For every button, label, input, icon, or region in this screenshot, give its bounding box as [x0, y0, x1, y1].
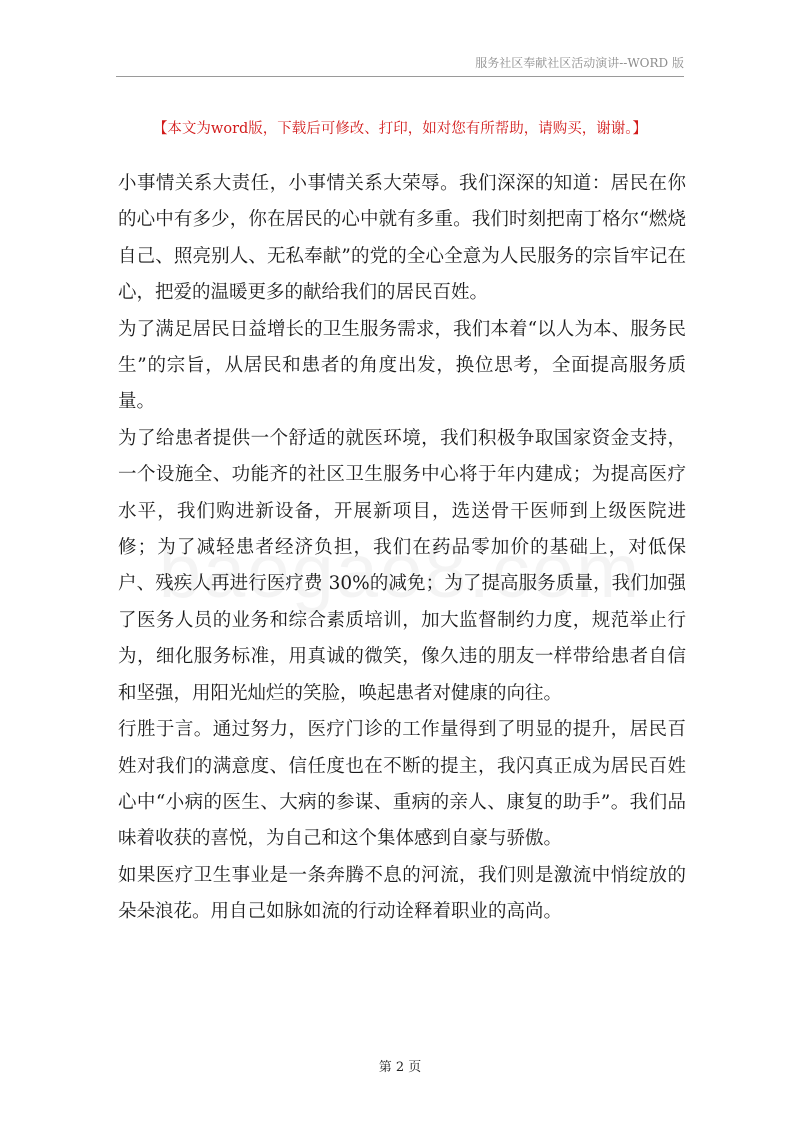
- document-body: [118, 166, 686, 931]
- page-number: 第 2 页: [378, 1060, 422, 1075]
- paragraph-3: 为了给患者提供一个舒适的就医环境，我们积极争取国家资金支持，一个设施全、功能齐的社区卫生服务中心将于年内建成；为提高医疗水平，我们购进新设备，开展新项目，选送骨干医师到上级医院进修；为了减轻患者经济负担，我们在药品零加价的基础上，对低保户、残疾人再进行医疗费 30%的减免；为了提高服务质量，我们加强了医务人员的业务和综合素质培训，加大监督制约力度，规范举止行为，细化服务标准，用真诚的微笑，像久违的朋友一样带给患者自信和坚强，用阳光灿烂的笑脸，唤起患者对健康的向往。: [118, 427, 686, 704]
- header-title: 服务社区奉献社区活动演讲--WORD 版: [475, 56, 684, 70]
- page-header: [116, 56, 684, 77]
- paragraph-1: 小事情关系大责任，小事情关系大荣辱。我们深深的知道：居民在你的心中有多少，你在居民的心中就有多重。我们时刻把南丁格尔“燃烧自己、照亮别人、无私奉献”的党的全心全意为人民服务的宗旨牢记在心，把爱的温暖更多的献给我们的居民百姓。: [118, 173, 686, 304]
- paragraph-2: 为了满足居民日益增长的卫生服务需求，我们本着“以人为本、服务民生”的宗旨，从居民和患者的角度出发，换位思考，全面提高服务质量。: [118, 318, 686, 413]
- paragraph-4: 行胜于言。通过努力，医疗门诊的工作量得到了明显的提升，居民百姓对我们的满意度、信任度也在不断的提主，我闪真正成为居民百姓心中“小病的医生、大病的参谋、重病的亲人、康复的助手”。我们品味着收获的喜悦，为自己和这个集体感到自豪与骄傲。: [118, 719, 686, 850]
- download-notice: 【本文为word版，下载后可修改、打印，如对您有所帮助，请购买，谢谢。】: [152, 121, 648, 137]
- paragraph-5: 如果医疗卫生事业是一条奔腾不息的河流，我们则是激流中悄绽放的朵朵浪花。用自己如脉如流的行动诠释着职业的高尚。: [118, 864, 686, 923]
